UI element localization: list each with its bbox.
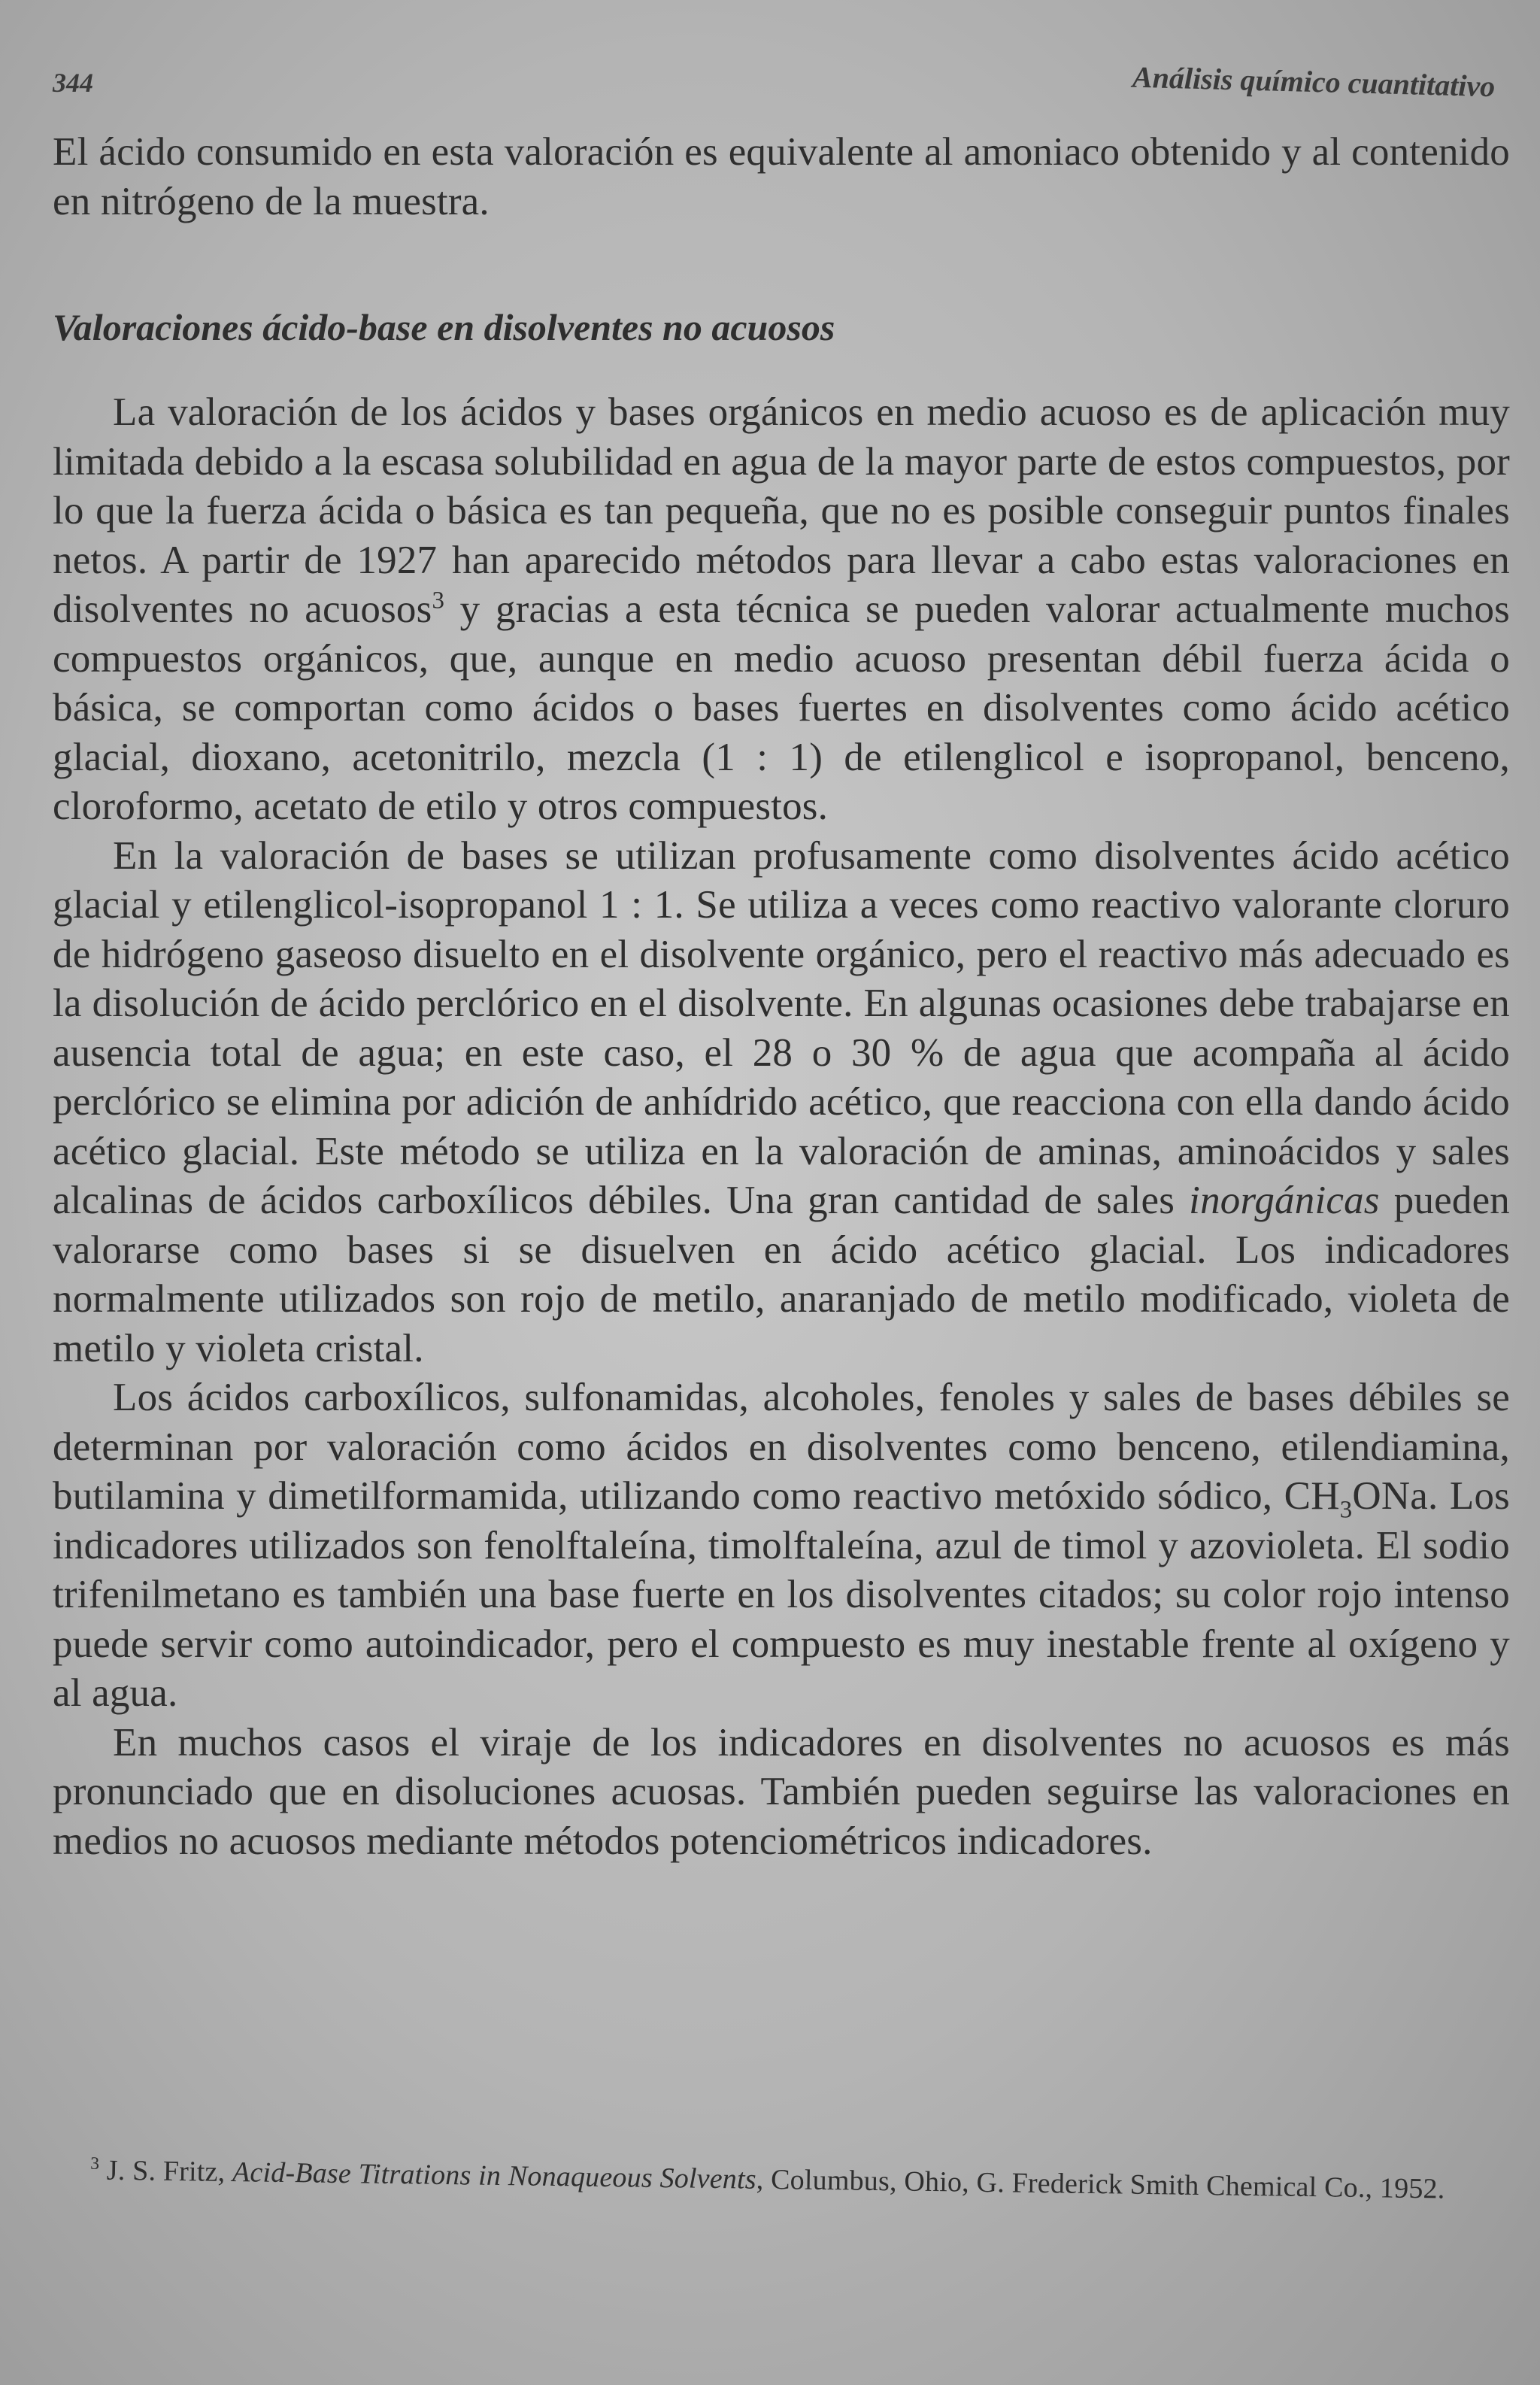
formula-subscript: 3: [1339, 1496, 1353, 1524]
intro-paragraph: El ácido consumido en esta valoración es equivalente al amoniaco obtenido y al contenido en nitrógeno de la muestra.: [53, 130, 1510, 223]
paragraph-2-italic: inorgánicas: [1189, 1179, 1380, 1222]
footnote: [45, 2153, 1495, 2207]
footnote-reference: 3: [432, 587, 445, 614]
paragraph-1-text-a: La valoración de los ácidos y bases orgánicos en medio acuoso es de aplicación muy limitada debido a la escasa solubilidad en agua de la mayor parte de estos compuestos, por lo que la fuerza ácida o básica es tan pequeña, que no es posible conseguir puntos finales netos. A partir de 1927 han aparecido métodos para llevar a cabo estas valoraciones en disolventes no acuosos: [53, 390, 1510, 631]
formula-part-a: CH: [1284, 1474, 1340, 1518]
formula-part-b: ONa: [1352, 1474, 1429, 1518]
paragraph-2-text-a: En la valoración de bases se utilizan profusamente como disolventes ácido acético glacial y etilenglicol-isopropanol 1 : 1. Se utiliza a veces como reactivo valorante cloruro de hidrógeno gaseoso disuelto en el disolvente orgánico, pero el reactivo más adecuado es la disolución de ácido perclórico en el disolvente. En algunas ocasiones debe trabajarse en ausencia total de agua; en este caso, el 28 o 30 % de agua que acompaña al ácido perclórico se elimina por adición de anhídrido acético, que reacciona con ella dando ácido acético glacial. Este método se utiliza en la valoración de aminas, aminoácidos y sales alcalinas de ácidos carboxílicos débiles. Una gran cantidad de sales: [53, 833, 1510, 1222]
paragraph-2-text-b: pueden valorarse como bases si se disuelven en ácido acético glacial. Los indicadores normalmente utilizados son rojo de metilo, anaranjado de metilo modificado, violeta de metilo y violeta cristal.: [53, 1179, 1510, 1370]
paragraph-4: En muchos casos el viraje de los indicadores en disolventes no acuosos es más pronunciado que en disoluciones acuosas. También pueden seguirse las valoraciones en medios no acuosos mediante métodos potenciométricos indicadores.: [53, 1720, 1510, 1863]
page-number: 344: [53, 68, 93, 98]
footnote-author: J. S. Fritz,: [106, 2154, 233, 2189]
paragraph-1-text-b: y gracias a esta técnica se pueden valorar actualmente muchos compuestos orgánicos, que, aunque en medio acuoso presentan débil fuerza ácida o básica, se comportan como ácidos o bases fuertes en disolventes como ácido acético glacial, dioxano, acetonitrilo, mezcla (1 : 1) de etilenglicol e isopropanol, benceno, cloroformo, acetato de etilo y otros compuestos.: [53, 587, 1510, 828]
section-title: Valoraciones ácido-base en disolventes no acuosos: [53, 306, 835, 348]
paragraph-1: [53, 388, 1510, 832]
page-header: [53, 59, 1510, 104]
running-title: Análisis químico cuantitativo: [1132, 59, 1496, 104]
paragraph-3-text-b: . Los indicadores utilizados son fenolftaleína, timolftaleína, azul de timol y azovioleta. El sodio trifenilmetano es también una base fuerte en los disolventes citados; su color rojo intenso puede servir como autoindicador, pero el compuesto es muy inestable frente al oxígeno y al agua.: [53, 1474, 1511, 1715]
footnote-publisher: , Columbus, Ohio, G. Frederick Smith Chemical Co., 1952.: [756, 2163, 1445, 2205]
paragraph-3: [53, 1373, 1510, 1719]
footnote-marker: 3: [90, 2153, 100, 2174]
paragraph-3-text-a: Los ácidos carboxílicos, sulfonamidas, alcoholes, fenoles y sales de bases débiles se determinan por valoración como ácidos en disolventes como benceno, etilendiamina, butilamina y dimetilformamida, utilizando como reactivo metóxido sódico,: [53, 1376, 1510, 1518]
paragraph-2: [53, 832, 1510, 1374]
chemical-formula: [1284, 1474, 1429, 1524]
footnote-title: Acid-Base Titrations in Nonaqueous Solvents: [232, 2156, 757, 2195]
